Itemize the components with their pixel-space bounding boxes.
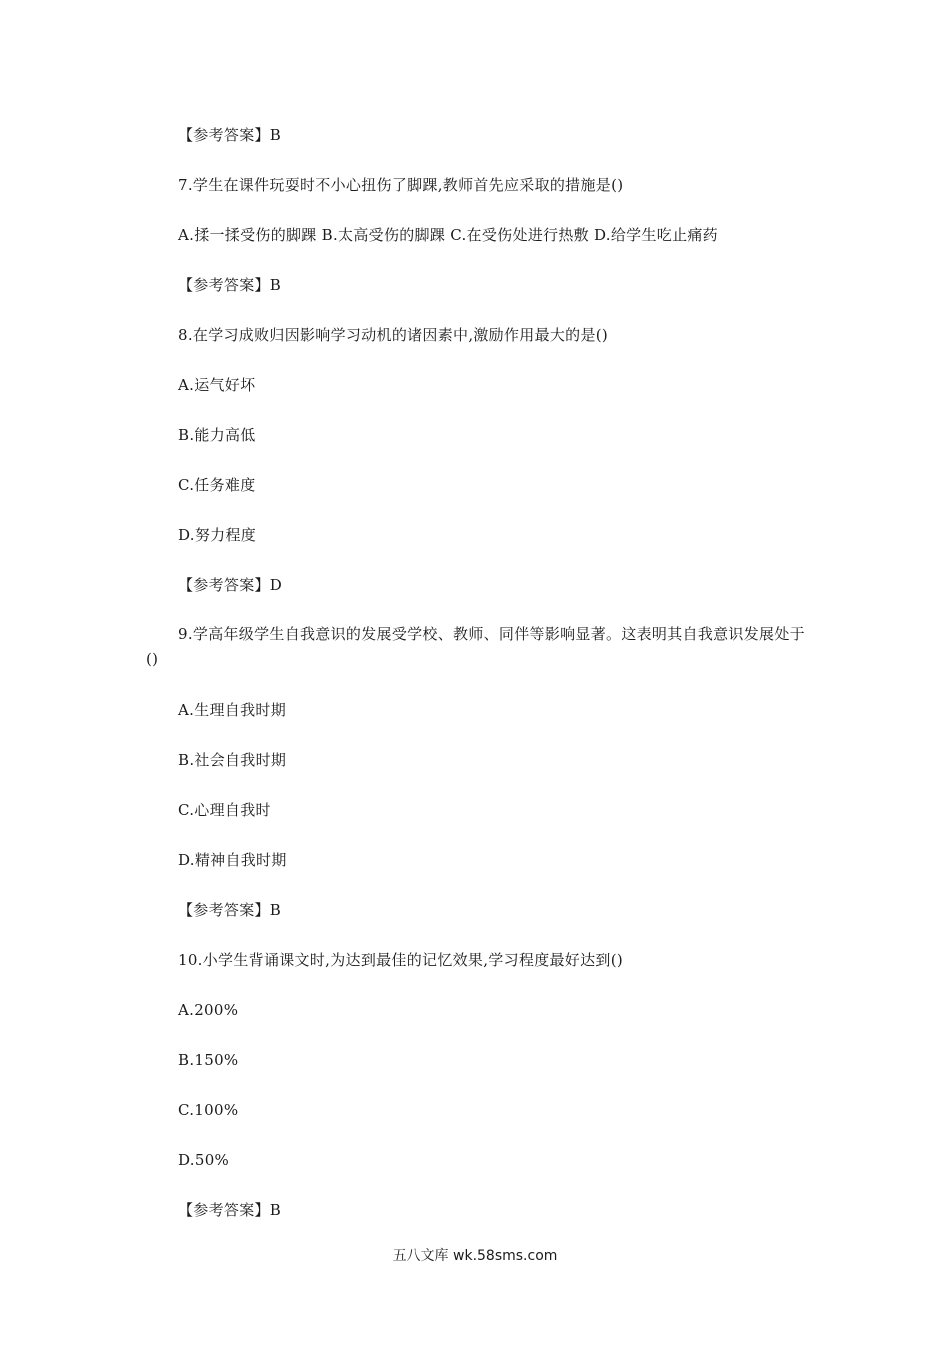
answer-line-q10: 【参考答案】B (178, 1201, 282, 1219)
question-9-option-d: D.精神自我时期 (178, 851, 287, 869)
answer-line-q8: 【参考答案】D (178, 576, 283, 594)
question-10: 10.小学生背诵课文时,为达到最佳的记忆效果,学习程度最好达到() (178, 951, 623, 969)
question-7: 7.学生在课件玩耍时不小心扭伤了脚踝,教师首先应采取的措施是() (178, 176, 624, 194)
answer-line-q7: 【参考答案】B (178, 276, 282, 294)
question-8: 8.在学习成败归因影响学习动机的诸因素中,激励作用最大的是() (178, 326, 609, 344)
question-7-options: A.揉一揉受伤的脚踝 B.太高受伤的脚踝 C.在受伤处进行热敷 D.给学生吃止痛药 (178, 226, 718, 244)
question-9-option-c: C.心理自我时 (178, 801, 271, 819)
question-8-option-c: C.任务难度 (178, 476, 256, 494)
answer-line-q6: 【参考答案】B (178, 126, 282, 144)
answer-line-q9: 【参考答案】B (178, 901, 282, 919)
question-10-option-c: C.100% (178, 1101, 239, 1119)
page-footer: 五八文库 wk.58sms.com (392, 1248, 558, 1264)
question-10-option-a: A.200% (178, 1001, 239, 1019)
question-8-option-d: D.努力程度 (178, 526, 257, 544)
question-10-option-d: D.50% (178, 1151, 230, 1169)
question-9-option-a: A.生理自我时期 (178, 701, 287, 719)
question-10-option-b: B.150% (178, 1051, 239, 1069)
question-8-option-b: B.能力高低 (178, 426, 256, 444)
question-9: 9.学高年级学生自我意识的发展受学校、教师、同伴等影响显著。这表明其自我意识发展处于() (146, 625, 805, 668)
question-9-option-b: B.社会自我时期 (178, 751, 287, 769)
question-8-option-a: A.运气好坏 (178, 376, 256, 394)
